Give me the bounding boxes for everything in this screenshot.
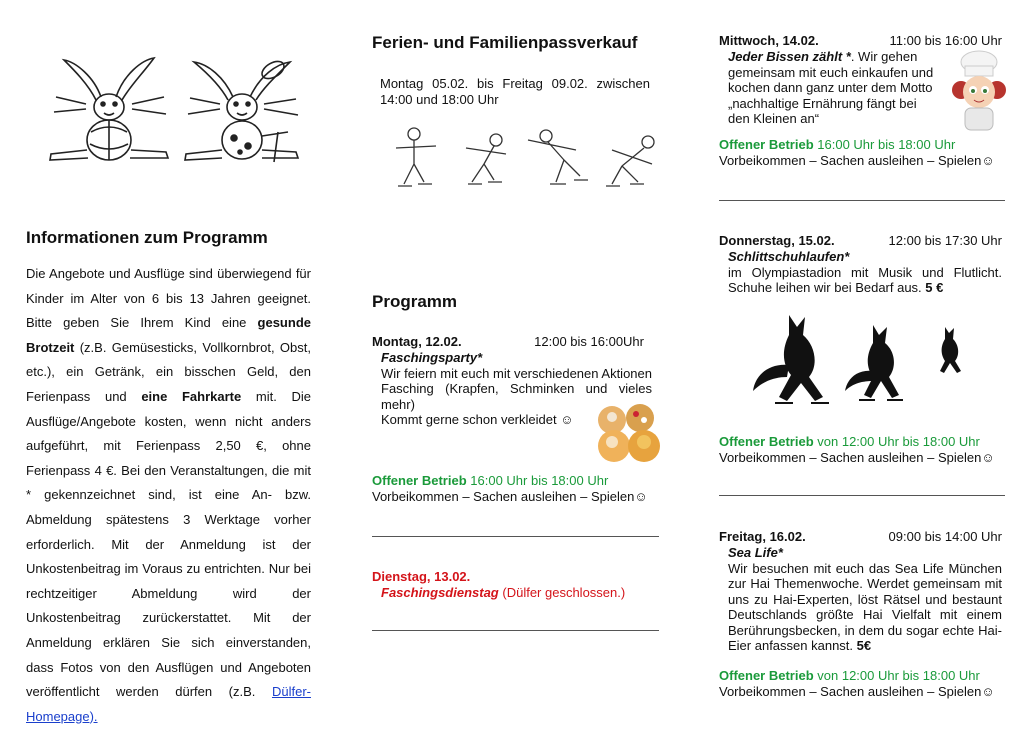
divider: [372, 536, 659, 537]
info-heading: Informationen zum Programm: [26, 228, 268, 247]
event-friday: [719, 529, 1002, 654]
rabbit-with-ball-icon: [46, 52, 176, 170]
wednesday-open-label: Offener Betrieb: [719, 137, 814, 152]
wednesday-text: . Wir gehen gemeinsam mit euch einkaufen und kochen dann ganz unter dem Motto „nachhaltige Ernährung fängt bei den Kleinen an“: [728, 49, 934, 126]
info-text-2: (z.B. Gemüsesticks, Vollkornbrot, Obst, etc.), ein Getränk, ein bisschen Geld, den Ferienpass und: [26, 339, 311, 404]
monday-day: Montag, 12.02.: [372, 334, 462, 349]
tuesday-note: (Dülfer geschlossen.): [502, 584, 626, 600]
wednesday-title: Jeder Bissen zählt *: [728, 49, 851, 64]
thursday-open: [719, 434, 1009, 465]
thursday-time: 12:00 bis 17:30 Uhr: [888, 233, 1002, 248]
friday-time: 09:00 bis 14:00 Uhr: [888, 529, 1002, 544]
monday-open-text: Vorbeikommen – Sachen ausleihen – Spielen☺: [372, 488, 648, 504]
wednesday-open-time: 16:00 Uhr bis 18:00 Uhr: [817, 137, 956, 152]
tuesday-title: Faschingsdienstag: [381, 584, 499, 600]
monday-title: Faschingsparty*: [381, 350, 483, 365]
krapfen-image: [592, 400, 668, 466]
wednesday-time: 11:00 bis 16:00 Uhr: [889, 33, 1002, 48]
friday-open-text: Vorbeikommen – Sachen ausleihen – Spielen☺: [719, 683, 995, 699]
middle-column: [372, 0, 659, 729]
pass-heading: Ferien- und Familienpassverkauf: [372, 33, 638, 52]
rabbit-painter-icon: [178, 52, 308, 170]
event-tuesday: [372, 569, 662, 600]
info-text-3: mit. Die Ausflüge/Angebote kosten, wenn nicht anders aufgeführt, mit Ferienpass 2,50 €, ohne Ferienpass 4 €. Bei den Veranstaltungen, die mit * gekennzeichnet sind, ist eine An- bzw. Abmeldung spätestens 3 Werktage vorher erforderlich. Mit der Anmeldung ist der Unkostenbeitrag im Voraus zu entrichten. Nur bei rechtzeitiger Abmeldung wird der Unkostenbeitrag zurückerstattet. Mit der Anmeldung erklären Sie sich einverstanden, dass Fotos von den Ausflügen und Angeboten veröffentlicht werden dürfen (z.B.: [26, 388, 311, 700]
thursday-open-time: von 12:00 Uhr bis 18:00 Uhr: [817, 434, 980, 449]
chef-girl-image: [951, 50, 1007, 132]
wednesday-open: [719, 137, 1009, 168]
wednesday-open-text: Vorbeikommen – Sachen ausleihen – Spielen☺: [719, 152, 995, 168]
info-bold-fahrkarte: eine Fahrkarte: [141, 388, 242, 404]
right-column: [719, 0, 1005, 729]
friday-day: Freitag, 16.02.: [719, 529, 806, 544]
divider: [719, 495, 1005, 496]
thursday-open-label: Offener Betrieb: [719, 434, 814, 449]
divider: [719, 200, 1005, 201]
tuesday-day: Dienstag, 13.02.: [372, 569, 471, 584]
friday-price: 5€: [856, 638, 872, 653]
friday-title: Sea Life*: [728, 545, 783, 560]
monday-text: Wir feiern mit euch mit verschiedenen Aktionen Fasching (Krapfen, Schminken und vieles mehr): [381, 365, 652, 412]
monday-time: 12:00 bis 16:00Uhr: [534, 334, 644, 349]
info-bold-brotzeit: gesunde Brotzeit: [26, 315, 311, 355]
pass-text: Montag 05.02. bis Freitag 09.02. zwischen 14:00 und 18:00 Uhr: [380, 76, 650, 107]
thursday-text: im Olympiastadion mit Musik und Flutlicht. Schuhe leihen wir bei Bedarf aus.: [728, 264, 1002, 295]
info-text-1: Die Angebote und Ausflüge sind überwiegend für Kinder im Alter von 6 bis 13 Jahren geeignet. Bitte geben Sie Ihrem Kind eine: [26, 266, 311, 331]
monday-open: [372, 473, 662, 504]
homepage-link[interactable]: Dülfer-Homepage).: [26, 684, 311, 724]
thursday-open-text: Vorbeikommen – Sachen ausleihen – Spielen☺: [719, 449, 995, 465]
left-column: [26, 0, 311, 729]
thursday-title: Schlittschuhlaufen*: [728, 249, 850, 264]
program-heading: Programm: [372, 292, 458, 311]
wednesday-day: Mittwoch, 14.02.: [719, 33, 819, 48]
event-thursday: [719, 233, 1002, 296]
friday-open-label: Offener Betrieb: [719, 668, 814, 683]
ice-skating-foxes-image: [749, 305, 999, 415]
skaters-illustration: [376, 124, 661, 200]
friday-text: Wir besuchen mit euch das Sea Life München zur Hai Themenwoche. Werdet gemeinsam mit uns zu Hai-Experten, löst Rätsel und bestaunt Deutschlands größte Hai Vielfalt mit einem Berührungsbecken, in dem du sogar echte Hai-Eier anfassen kannst.: [728, 560, 1002, 653]
friday-open: [719, 668, 1009, 699]
divider: [372, 630, 659, 631]
monday-open-time: 16:00 Uhr bis 18:00 Uhr: [470, 473, 609, 488]
monday-text-2: Kommt gerne schon verkleidet ☺: [381, 412, 574, 427]
friday-open-time: von 12:00 Uhr bis 18:00 Uhr: [817, 668, 980, 683]
thursday-price: 5 €: [925, 280, 944, 295]
monday-open-label: Offener Betrieb: [372, 473, 467, 488]
thursday-day: Donnerstag, 15.02.: [719, 233, 835, 248]
info-paragraph: [26, 262, 311, 729]
